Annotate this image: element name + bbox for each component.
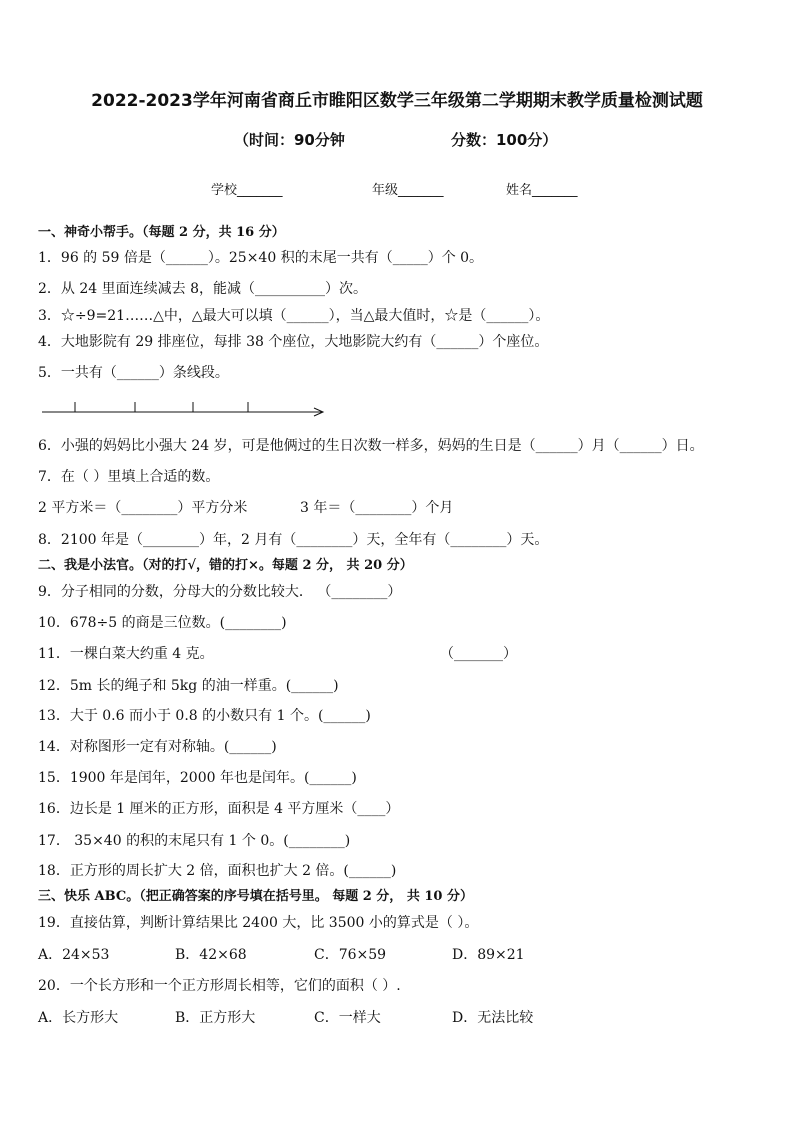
question-7a: 2 平方米＝（________）平方分米 — [38, 500, 248, 516]
exam-score: 分数：100分） — [451, 131, 558, 149]
exam-title: 2022-2023学年河南省商丘市睢阳区数学三年级第二学期期末教学质量检测试题 — [91, 91, 703, 111]
name-field: 姓名_______ — [506, 183, 578, 198]
question-20-option-a: A．长方形大 — [38, 1010, 119, 1026]
school-field: 学校_______ — [211, 183, 283, 198]
question-19-option-b: B．42×68 — [175, 947, 247, 963]
question-12: 12．5m 长的绳子和 5kg 的油一样重。(______) — [38, 678, 339, 694]
question-6: 6．小强的妈妈比小强大 24 岁，可是他俩过的生日次数一样多，妈妈的生日是（______）月（______）日。 — [38, 438, 704, 454]
question-7: 7．在（ ）里填上合适的数。 — [38, 469, 220, 485]
question-2: 2．从 24 里面连续减去 8，能减（__________）次。 — [38, 281, 367, 297]
question-7b: 3 年＝（________）个月 — [300, 500, 454, 516]
question-20: 20．一个长方形和一个正方形周长相等，它们的面积（ ）. — [38, 978, 401, 994]
question-13: 13．大于 0.6 而小于 0.8 的小数只有 1 个。(______) — [38, 708, 371, 724]
section-1-heading: 一、神奇小帮手。（每题 2 分，共 16 分） — [38, 225, 285, 240]
question-5: 5．一共有（______）条线段。 — [38, 365, 229, 381]
question-3: 3．☆÷9=21……△中，△最大可以填（______），当△最大值时，☆是（______）。 — [38, 308, 550, 324]
exam-time: （时间：90分钟 — [234, 131, 345, 149]
section-3-heading: 三、快乐 ABC。（把正确答案的序号填在括号里。 每题 2 分， 共 10 分） — [38, 889, 473, 904]
question-4: 4．大地影院有 29 排座位，每排 38 个座位，大地影院大约有（______）个座位。 — [38, 334, 549, 350]
question-19: 19．直接估算，判断计算结果比 2400 大，比 3500 小的算式是（ ）。 — [38, 915, 479, 931]
question-19-option-a: A．24×53 — [38, 947, 110, 963]
question-15: 15．1900 年是闰年，2000 年也是闰年。(______) — [38, 770, 357, 786]
question-11: 11．一棵白菜大约重 4 克。 — [38, 646, 214, 662]
question-17: 17． 35×40 的积的末尾只有 1 个 0。(________) — [38, 833, 351, 849]
question-16: 16．边长是 1 厘米的正方形，面积是 4 平方厘米（____） — [38, 801, 400, 817]
question-14: 14．对称图形一定有对称轴。(______) — [38, 739, 277, 755]
line-segment-figure — [40, 398, 330, 418]
question-19-option-c: C．76×59 — [314, 947, 387, 963]
question-20-option-c: C．一样大 — [314, 1010, 381, 1026]
section-2-heading: 二、我是小法官。（对的打√，错的打×。每题 2 分， 共 20 分） — [38, 558, 413, 573]
question-10: 10．678÷5 的商是三位数。(________) — [38, 615, 287, 631]
question-20-option-b: B．正方形大 — [175, 1010, 256, 1026]
grade-field: 年级_______ — [372, 183, 444, 198]
question-9: 9．分子相同的分数，分母大的分数比较大． （________） — [38, 584, 402, 600]
question-19-option-d: D．89×21 — [452, 947, 525, 963]
question-1: 1．96 的 59 倍是（______）。25×40 积的末尾一共有（_____）个 0。 — [38, 250, 484, 266]
question-8: 8．2100 年是（________）年，2 月有（________）天，全年有（________）天。 — [38, 532, 549, 548]
question-18: 18．正方形的周长扩大 2 倍，面积也扩大 2 倍。(______) — [38, 863, 397, 879]
question-11-answer: （_______） — [440, 646, 517, 662]
question-20-option-d: D．无法比较 — [452, 1010, 534, 1026]
